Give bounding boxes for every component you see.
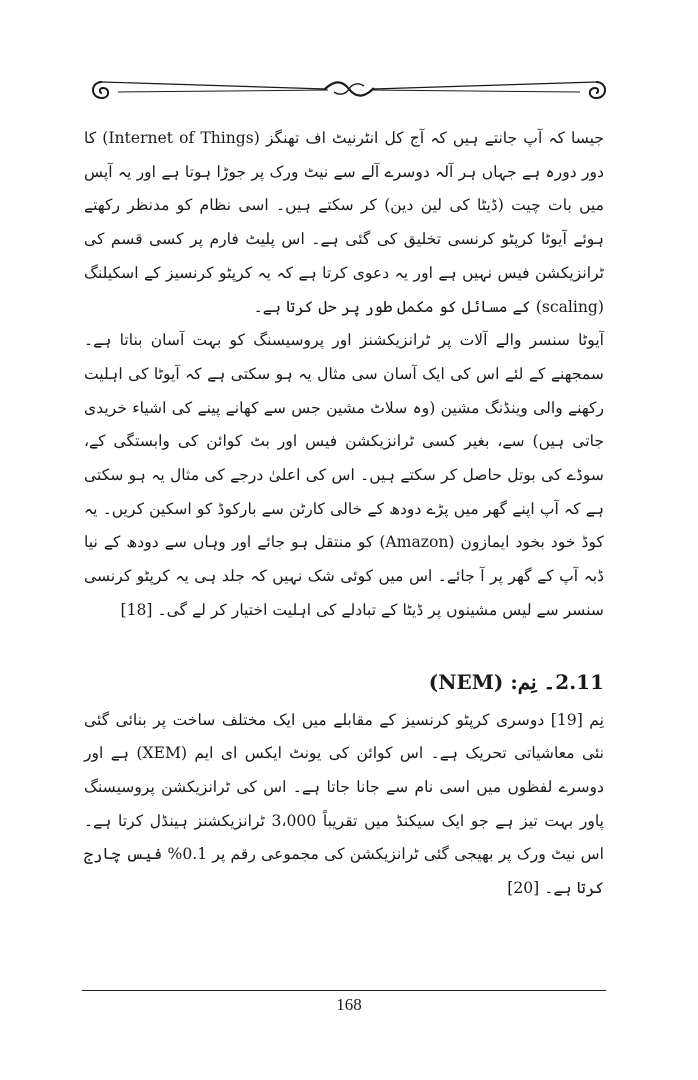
paragraph-iota-intro: جیسا کہ آپ جانتے ہیں کہ آج کل انٹرنیٹ اف تھنگز (Internet of Things) کا دور دورہ ہے جہاں ہر آلہ دوسرے آلے سے نیٹ ورک پر جوڑا ہوتا ہے اور یہ آپس میں بات چیت (ڈیٹا کی لین دین) کر سکتے ہیں۔ اسی نظام کو مدنظر رکھتے ہوئے آیوٹا کرپٹو کرنسی تخلیق کی گئی ہے۔ اس پلیٹ فارم پر کسی قسم کی ٹرانزیکشن فیس نہیں ہے اور یہ دعوی کرتا ہے کہ یہ کرپٹو کرنسیز کے اسکیلنگ (scaling) کے مسائل کو مکمل طور پر حل کرتا ہے۔ bbox=[84, 129, 604, 316]
paragraph-iota-example: آیوٹا سنسر والے آلات پر ٹرانزیکشنز اور پروسیسنگ کو بہت آسان بناتا ہے۔ سمجھنے کے لئے اس کی ایک آسان سی مثال یہ ہو سکتی ہے کہ آیوٹا کی اہلیت رکھنے والی وینڈنگ مشین (وہ سلاٹ مشین جس سے کھانے پینے کی اشیاء خریدی جاتی ہیں) سے، بغیر کسی ٹرانزیکشن فیس اور بٹ کوائن کی وابستگی کے، سوڈے کی بوتل حاصل کر سکتے ہیں۔ اس کی اعلیٰ درجے کی مثال یہ ہو سکتی ہے کہ آپ اپنے گھر میں پڑے دودھ کے خالی کارٹن سے بارکوڈ کو اسکین کریں۔ یہ کوڈ خود بخود ایمازون (Amazon) کو منتقل ہو جائے اور وہاں سے دودھ کے نیا ڈبہ آپ کے گھر پر آ جائے۔ اس میں کوئی شک نہیں کہ جلد ہی یہ کرپٹو کرنسی سنسر سے لیس مشینوں پر ڈیٹا کے تبادلے کی اہلیت اختیار کر لے گی۔ [18] bbox=[84, 331, 604, 619]
page-body bbox=[84, 122, 604, 906]
footer-divider bbox=[82, 990, 606, 991]
scroll-divider-icon bbox=[88, 74, 610, 104]
paragraph-nem: نِم [19] دوسری کرپٹو کرنسیز کے مقابلے میں ایک مختلف ساخت پر بنائی گئی نئی معاشیاتی تحریک ہے۔ اس کوائن کی یونٹ ایکس ای ایم (XEM) ہے اور دوسرے لفظوں میں اسی نام سے جانا جاتا ہے۔ اس کی ٹرانزیکشن پروسیسنگ پاور بہت تیز ہے جو ایک سیکنڈ میں تقریباً 3،000 ٹرانزیکشنز ہینڈل کرتا ہے۔ اس نیٹ ورک پر بھیجی گئی ٹرانزیکشن کی مجموعی رقم پر 0.1% فیس چارج کرتا ہے۔ [20] bbox=[84, 710, 604, 898]
page-number: 168 bbox=[336, 995, 362, 1014]
section-heading-nem: 2.11۔ نِم: (NEM) bbox=[428, 669, 604, 694]
